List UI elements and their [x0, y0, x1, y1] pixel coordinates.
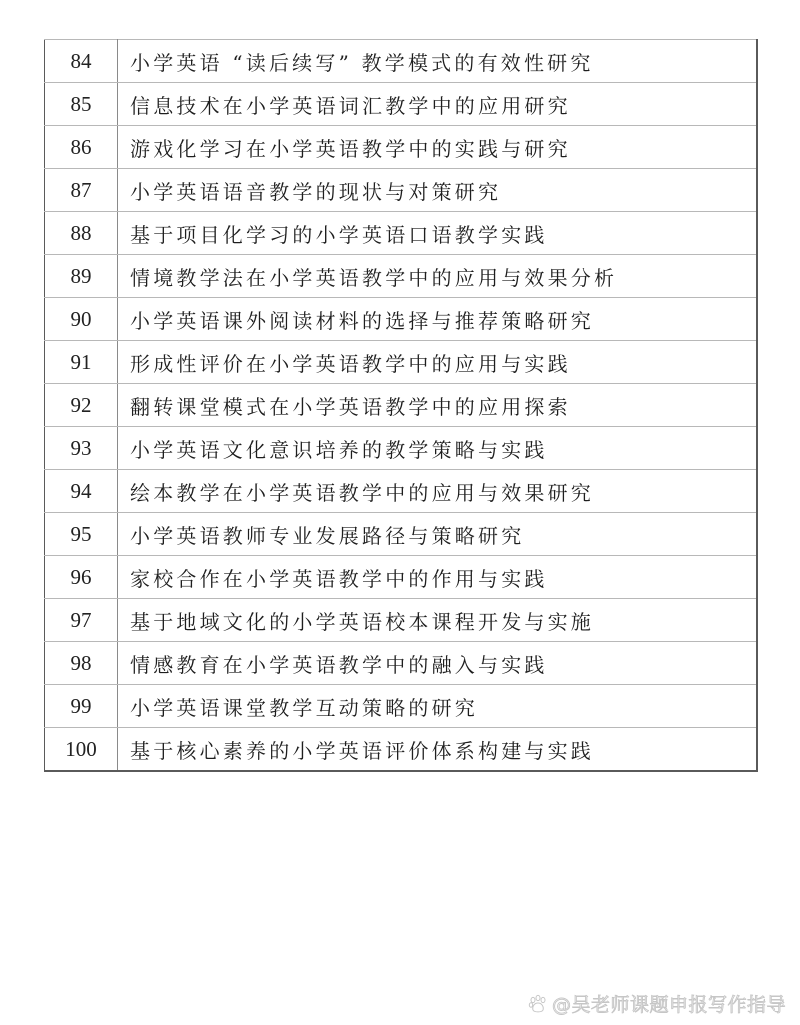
row-number: 88: [45, 212, 118, 255]
row-number: 86: [45, 126, 118, 169]
row-number: 87: [45, 169, 118, 212]
table-row: [45, 556, 757, 599]
watermark-text: @吴老师课题申报写作指导: [551, 994, 786, 1016]
table-row: [45, 384, 757, 427]
row-number: 92: [45, 384, 118, 427]
table-row: [45, 470, 757, 513]
topic-title: 基于核心素养的小学英语评价体系构建与实践: [118, 728, 757, 772]
table-row: [45, 212, 757, 255]
topic-title: 信息技术在小学英语词汇教学中的应用研究: [118, 83, 757, 126]
table-row: [45, 685, 757, 728]
topic-title: 小学英语课堂教学互动策略的研究: [118, 685, 757, 728]
table-row: [45, 642, 757, 685]
table-row: [45, 40, 757, 83]
topic-title: 小学英语语音教学的现状与对策研究: [118, 169, 757, 212]
table-row: [45, 169, 757, 212]
table-row: [45, 341, 757, 384]
watermark: [528, 990, 786, 1017]
table-row: [45, 83, 757, 126]
table-row: [45, 513, 757, 556]
row-number: 99: [45, 685, 118, 728]
paw-icon: [528, 994, 548, 1014]
topic-title: 情感教育在小学英语教学中的融入与实践: [118, 642, 757, 685]
topic-title: 小学英语课外阅读材料的选择与推荐策略研究: [118, 298, 757, 341]
row-number: 93: [45, 427, 118, 470]
topic-title: 翻转课堂模式在小学英语教学中的应用探索: [118, 384, 757, 427]
row-number: 95: [45, 513, 118, 556]
table-row: [45, 427, 757, 470]
topic-title: 小学英语教师专业发展路径与策略研究: [118, 513, 757, 556]
topic-title: 情境教学法在小学英语教学中的应用与效果分析: [118, 255, 757, 298]
topic-title: 形成性评价在小学英语教学中的应用与实践: [118, 341, 757, 384]
table-row: [45, 255, 757, 298]
row-number: 91: [45, 341, 118, 384]
topic-title: 小学英语 “读后续写” 教学模式的有效性研究: [118, 40, 757, 83]
row-number: 96: [45, 556, 118, 599]
research-topics-table: [44, 39, 758, 772]
topic-title: 家校合作在小学英语教学中的作用与实践: [118, 556, 757, 599]
topic-title: 游戏化学习在小学英语教学中的实践与研究: [118, 126, 757, 169]
topic-title: 小学英语文化意识培养的教学策略与实践: [118, 427, 757, 470]
row-number: 97: [45, 599, 118, 642]
table-row: [45, 126, 757, 169]
row-number: 84: [45, 40, 118, 83]
topic-title: 绘本教学在小学英语教学中的应用与效果研究: [118, 470, 757, 513]
row-number: 90: [45, 298, 118, 341]
row-number: 98: [45, 642, 118, 685]
topic-title: 基于项目化学习的小学英语口语教学实践: [118, 212, 757, 255]
row-number: 85: [45, 83, 118, 126]
row-number: 100: [45, 728, 118, 772]
topics-table-body: [45, 40, 757, 772]
row-number: 89: [45, 255, 118, 298]
table-row: [45, 728, 757, 772]
table-row: [45, 599, 757, 642]
topic-title: 基于地域文化的小学英语校本课程开发与实施: [118, 599, 757, 642]
table-row: [45, 298, 757, 341]
row-number: 94: [45, 470, 118, 513]
